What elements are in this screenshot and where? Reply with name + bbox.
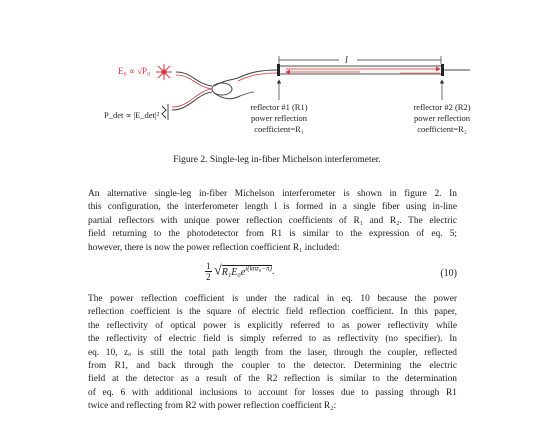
paragraph-2-line: from R1, and back through the coupler to the detector. Determining the electric xyxy=(88,361,457,372)
paragraph-2-line: field at the detector as a result of the R2 reflection is similar to the determination xyxy=(88,374,457,385)
paragraph-2-line: The power reflection coefficient is under the radical in eq. 10 because the power xyxy=(88,294,457,304)
paragraph-2 xyxy=(88,293,457,414)
reflector-2-line2: power reflection xyxy=(414,113,470,123)
paragraph-2-line: the reflectivity of electric field is simply referred to as reflectivity (no specifier). In xyxy=(88,334,457,345)
paragraph-1-line: An alternative single-leg in-fiber Michelson interferometer is shown in figure 2. In xyxy=(88,189,457,199)
paragraph-1 xyxy=(88,188,457,255)
equation-10-expression xyxy=(205,261,274,282)
fiber-coupler xyxy=(212,78,240,99)
reflector-1-title: reflector #1 (R1) xyxy=(250,102,308,112)
equation-10 xyxy=(88,259,457,287)
source-label: E₀ ∝ √P₀ xyxy=(118,66,151,76)
interferometer-figure xyxy=(0,0,554,150)
input-fibers xyxy=(172,72,212,110)
reflector-1-line2: power reflection xyxy=(251,113,307,123)
paragraph-2-line: reflection coefficient is the square of electric field reflection coefficient. In this paper, xyxy=(88,307,457,318)
paragraph-2-line: eq. 10, zₒ is still the total path length from the laser, through the coupler, reflected xyxy=(88,347,457,358)
paragraph-2-line: the reflectivity of optical power is explicitly referred to as power reflectivity while xyxy=(88,320,457,331)
photodetector-icon xyxy=(162,104,168,120)
paragraph-1-line: field returning to the photodetector from R1 is similar to the expression of eq. 5; xyxy=(88,229,457,240)
equation-number: (10) xyxy=(440,268,457,279)
paragraph-1-line: partial reflectors with unique power reflection coefficients of R₁ and R₂. The electric xyxy=(88,215,457,226)
paragraph-1-line: this configuration, the interferometer length l is formed in a single fiber using in-line xyxy=(88,202,457,213)
lead-fiber xyxy=(238,70,278,96)
reflector-1 xyxy=(277,64,280,76)
equation-exponent: i(knz₀−π) xyxy=(245,264,272,273)
reflector-1-line3: coefficient=R₁ xyxy=(254,124,304,134)
length-dimension xyxy=(279,56,441,64)
detector-label: P_det ∝ |E_det|² xyxy=(104,110,160,120)
sqrt-symbol: √ xyxy=(214,263,222,279)
equation-radicand: R₁E₀e xyxy=(221,267,246,279)
length-label: l xyxy=(345,55,348,66)
laser-source-icon xyxy=(156,64,172,80)
figure-caption: Figure 2. Single-leg in-fiber Michelson interferometer. xyxy=(173,155,381,165)
equation-fraction-den: 2 xyxy=(206,272,211,282)
equation-trailing-period: . xyxy=(271,265,275,277)
equation-fraction-num: 1 xyxy=(206,261,211,271)
paragraph-2-line: twice and reflecting from R2 with power reflection coefficient R₂: xyxy=(88,401,337,412)
reflector-2-line3: coefficient=R₂ xyxy=(417,124,467,134)
paragraph-1-line: however, there is now the power reflection coefficient R₁ included: xyxy=(88,242,340,253)
paragraph-2-line: of eq. 6 with additional inclusions to account for losses due to passing through R1 xyxy=(88,387,457,398)
reflector-2 xyxy=(441,64,444,76)
reflector-2-title: reflector #2 (R2) xyxy=(413,102,471,112)
